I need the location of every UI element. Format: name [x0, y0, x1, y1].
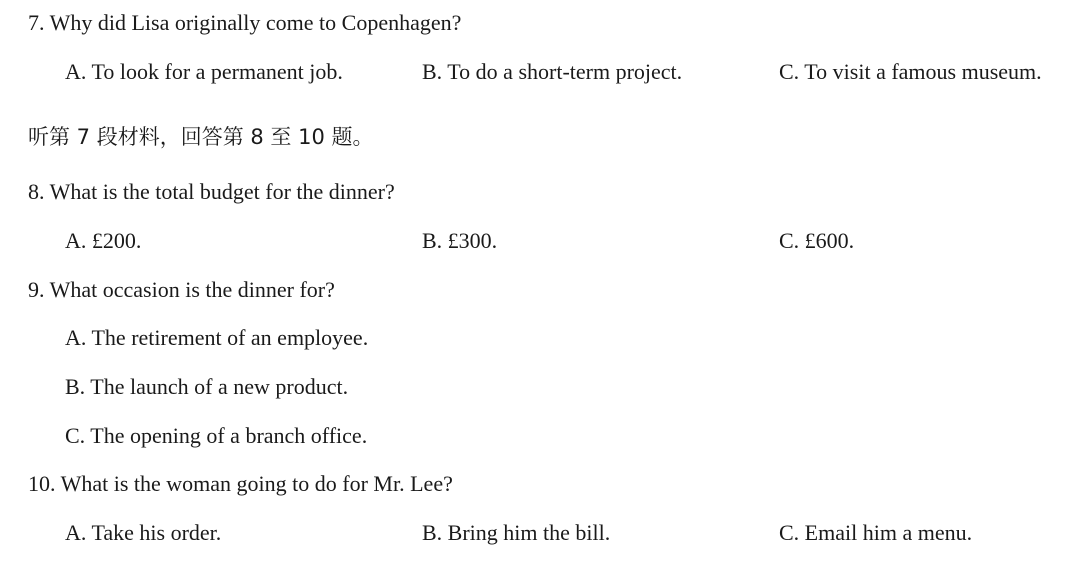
question-10-stem: 10. What is the woman going to do for Mr. Lee? [28, 471, 453, 496]
question-9-option-a: A. The retirement of an employee. [65, 325, 369, 350]
question-10-options [0, 518, 1080, 548]
question-7-options [0, 57, 1080, 87]
question-9-option-c: C. The opening of a branch office. [65, 423, 368, 448]
question-8-option-b: B. £300. [422, 228, 498, 253]
question-8-stem: 8. What is the total budget for the dinner? [28, 179, 395, 204]
question-7-option-c: C. To visit a famous museum. [779, 59, 1042, 84]
question-7-option-a: A. To look for a permanent job. [65, 59, 343, 84]
question-8-option-c: C. £600. [779, 228, 855, 253]
question-7-stem: 7. Why did Lisa originally come to Copenhagen? [28, 10, 462, 35]
question-10-option-b: B. Bring him the bill. [422, 520, 611, 545]
question-7-option-b: B. To do a short-term project. [422, 59, 683, 84]
question-8-options [0, 226, 1080, 256]
question-9-option-b: B. The launch of a new product. [65, 374, 349, 399]
question-10-option-a: A. Take his order. [65, 520, 222, 545]
question-10-option-c: C. Email him a menu. [779, 520, 973, 545]
section-instruction: 听第 7 段材料，回答第 8 至 10 题。 [28, 125, 374, 149]
question-8-option-a: A. £200. [65, 228, 142, 253]
question-9-stem: 9. What occasion is the dinner for? [28, 277, 335, 302]
